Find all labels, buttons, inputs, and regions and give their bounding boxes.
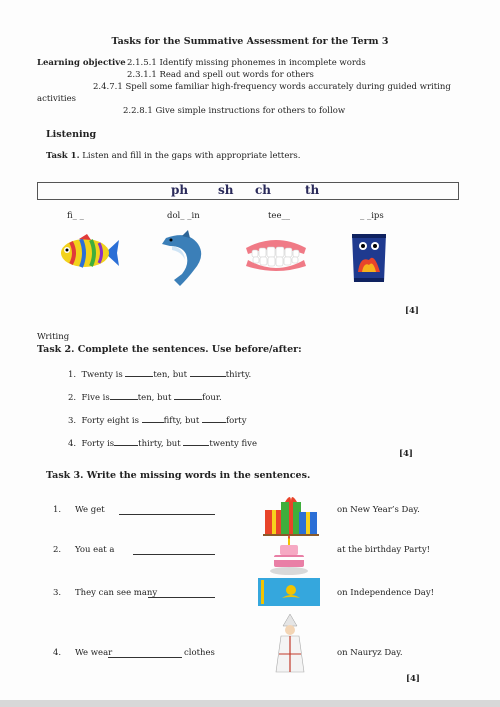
objective-label: Learning objective xyxy=(37,58,126,68)
sentence-number: 2. xyxy=(68,393,77,403)
answer-blank[interactable] xyxy=(202,414,226,423)
answer-line[interactable] xyxy=(108,648,182,658)
dolphin-icon xyxy=(158,230,208,290)
row-right-text: at the birthday Party! xyxy=(337,545,431,555)
task3-instruction: Task 3. Write the missing words in the sentences. xyxy=(46,470,311,481)
task2-mark: [4] xyxy=(399,449,413,459)
gap-word: _ _ips xyxy=(360,211,384,221)
birthday-cake-icon xyxy=(268,535,310,577)
row-right-text: on Nauryz Day. xyxy=(337,648,403,658)
sentence-part: forty xyxy=(225,416,247,426)
gap-word: tee__ xyxy=(268,211,290,221)
letters-box xyxy=(37,182,459,200)
sentence-part: four. xyxy=(202,393,222,403)
task2-instruction: Task 2. Complete the sentences. Use before/after: xyxy=(37,344,302,355)
sentence-part: Forty eight is xyxy=(81,416,139,426)
objective-item: 2.3.1.1 Read and spell out words for others xyxy=(127,70,314,80)
row-number: 2. xyxy=(53,545,62,555)
task2-sentence xyxy=(68,437,257,449)
row-mid-text: clothes xyxy=(184,648,215,658)
row-number: 3. xyxy=(53,588,62,598)
sentence-part: Five is xyxy=(81,393,110,403)
task2-sentence xyxy=(68,368,251,380)
row-left-text: We get xyxy=(75,505,105,515)
answer-blank[interactable] xyxy=(125,368,153,377)
kazakhstan-flag-icon xyxy=(258,578,320,606)
answer-blank[interactable] xyxy=(110,391,138,400)
objective-item: 2.2.8.1 Give simple instructions for others to follow xyxy=(123,106,346,116)
fish-icon xyxy=(57,234,119,272)
task2-sentence xyxy=(68,391,222,403)
task1-mark: [4] xyxy=(405,306,419,316)
answer-blank[interactable] xyxy=(190,368,226,377)
teeth-icon xyxy=(244,236,308,272)
sentence-part: fifty, but xyxy=(163,416,200,426)
row-right-text: on Independence Day! xyxy=(337,588,435,598)
sentence-part: thirty. xyxy=(225,370,252,380)
task3-mark: [4] xyxy=(406,674,420,684)
listening-heading: Listening xyxy=(46,129,97,140)
row-right-text: on New Year’s Day. xyxy=(337,505,420,515)
writing-heading: Writing xyxy=(37,332,70,342)
row-number: 4. xyxy=(53,648,62,658)
answer-line[interactable] xyxy=(119,505,215,515)
row-left-text: They can see many xyxy=(75,588,158,598)
task2-sentence xyxy=(68,414,247,426)
task1-text: Listen and fill in the gaps with appropriate letters. xyxy=(79,151,301,161)
answer-line[interactable] xyxy=(148,588,215,598)
answer-blank[interactable] xyxy=(114,437,138,446)
answer-blank[interactable] xyxy=(183,437,209,446)
sentence-number: 3. xyxy=(68,416,77,426)
sentence-part: thirty, but xyxy=(138,439,181,449)
answer-blank[interactable] xyxy=(174,391,202,400)
gap-word: fi_ _ xyxy=(67,211,84,221)
gift-boxes-icon xyxy=(263,492,319,536)
row-left-text: We wear xyxy=(75,648,113,658)
task1-label: Task 1. xyxy=(46,151,80,161)
sentence-number: 4. xyxy=(68,439,77,449)
answer-line[interactable] xyxy=(133,545,215,555)
row-left-text: You eat a xyxy=(75,545,115,555)
letter-option: sh xyxy=(218,183,234,197)
task1-instruction xyxy=(46,151,301,161)
objective-item: 2.4.7.1 Spell some familiar high-frequency words accurately during guided writing xyxy=(93,82,451,92)
chips-bag-icon xyxy=(348,232,390,284)
sentence-part: Twenty is xyxy=(81,370,123,380)
row-number: 1. xyxy=(53,505,62,515)
sentence-part: ten, but xyxy=(137,393,172,403)
letter-option: ch xyxy=(255,183,272,197)
sentence-part: Forty is xyxy=(81,439,115,449)
objective-item: activities xyxy=(37,94,77,104)
kazakh-costume-icon xyxy=(273,614,307,674)
answer-blank[interactable] xyxy=(142,414,164,423)
page-title: Tasks for the Summative Assessment for the Term 3 xyxy=(111,36,389,47)
gap-word: dol_ _in xyxy=(167,211,200,221)
objective-item: 2.1.5.1 Identify missing phonemes in incomplete words xyxy=(127,58,366,68)
page-bottom-edge xyxy=(0,700,500,707)
letter-option: th xyxy=(305,183,320,197)
letter-option: ph xyxy=(171,183,189,197)
sentence-part: ten, but xyxy=(153,370,188,380)
sentence-part: twenty five xyxy=(209,439,257,449)
sentence-number: 1. xyxy=(68,370,77,380)
